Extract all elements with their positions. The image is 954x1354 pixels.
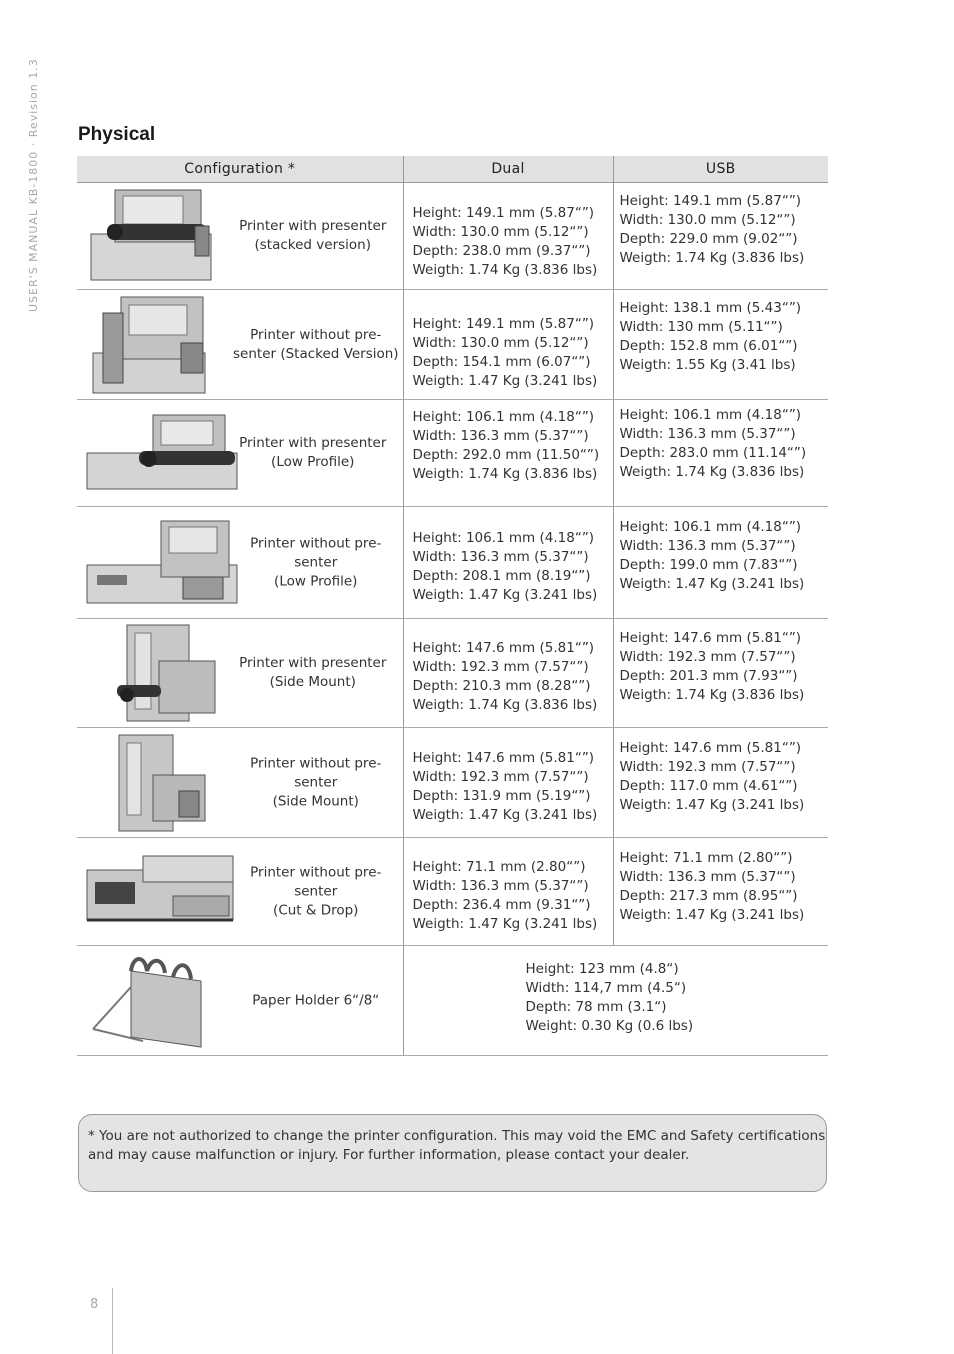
spec-width: Width: 192.3 mm (7.57“”) — [412, 768, 589, 785]
table-row — [77, 183, 828, 290]
manual-revision-label: USER'S MANUAL KB-1800 · Revision 1.3 — [27, 58, 40, 312]
config-label-line: Printer without pre- — [250, 864, 382, 880]
dual-spec-cell — [403, 728, 613, 838]
table-row — [77, 946, 828, 1056]
config-cell — [77, 838, 403, 946]
spec-width: Width: 136.3 mm (5.37“”) — [412, 548, 589, 565]
page-number: 8 — [90, 1297, 99, 1312]
physical-spec-table — [77, 156, 828, 1056]
spec-depth: Depth: 117.0 mm (4.61“”) — [619, 777, 798, 794]
section-title: Physical — [78, 124, 156, 145]
table-row — [77, 728, 828, 838]
dual-spec-cell — [403, 183, 613, 290]
spec-width: Width: 130 mm (5.11“”) — [619, 318, 783, 335]
spec-weight: Weigth: 1.47 Kg (3.241 lbs) — [412, 586, 598, 603]
printer-low-profile-image — [83, 517, 239, 609]
printer-side-mount-image — [83, 731, 223, 835]
spec-height: Height: 138.1 mm (5.43“”) — [619, 299, 802, 316]
spec-depth: Depth: 199.0 mm (7.83“”) — [619, 556, 798, 573]
spec-weight: Weigth: 1.55 Kg (3.41 lbs) — [619, 356, 796, 373]
spec-depth: Depth: 283.0 mm (11.14“”) — [619, 445, 807, 461]
spec-height: Height: 71.1 mm (2.80“”) — [412, 858, 586, 875]
printer-cut-drop-image — [83, 852, 239, 932]
spec-weight: Weigth: 1.74 Kg (3.836 lbs) — [619, 687, 805, 703]
paper-holder-image — [83, 951, 223, 1051]
spec-weight: Weigth: 1.74 Kg (3.836 lbs) — [412, 697, 598, 713]
config-label-line: (stacked version) — [254, 237, 371, 253]
spec-height: Height: 147.6 mm (5.81“”) — [412, 640, 595, 656]
spec-weight: Weigth: 1.47 Kg (3.241 lbs) — [619, 796, 805, 813]
spec-depth: Depth: 201.3 mm (7.93“”) — [619, 668, 798, 684]
config-label-line: (Side Mount) — [269, 674, 356, 690]
spec-width: Width: 114,7 mm (4.5“) — [525, 979, 687, 996]
printer-stacked-presenter-image — [83, 186, 223, 286]
note-line: and may cause malfunction or injury. For further information, please contact your dealer. — [88, 1147, 690, 1163]
spec-width: Width: 136.3 mm (5.37“”) — [619, 537, 796, 554]
paper-holder-spec-cell — [403, 946, 828, 1056]
spec-weight: Weigth: 1.74 Kg (3.836 lbs) — [412, 466, 598, 482]
spec-depth: Depth: 78 mm (3.1“) — [525, 998, 667, 1015]
table-row — [77, 838, 828, 946]
config-label-line: Printer without pre- — [250, 326, 382, 343]
config-label-line: Printer without pre- — [250, 535, 382, 551]
spec-depth: Depth: 217.3 mm (8.95“”) — [619, 887, 798, 904]
dual-spec-cell — [403, 507, 613, 619]
spec-weight: Weigth: 1.47 Kg (3.241 lbs) — [412, 372, 598, 389]
usb-spec-cell — [613, 183, 828, 290]
spec-width: Width: 192.3 mm (7.57“”) — [412, 659, 589, 675]
spec-weight: Weigth: 1.47 Kg (3.241 lbs) — [412, 915, 598, 932]
spec-weight: Weigth: 1.74 Kg (3.836 lbs) — [619, 464, 805, 480]
config-cell — [77, 183, 403, 290]
spec-weight: Weigth: 1.47 Kg (3.241 lbs) — [619, 575, 805, 592]
spec-height: Height: 106.1 mm (4.18“”) — [619, 407, 802, 423]
spec-weight: Weight: 0.30 Kg (0.6 lbs) — [525, 1017, 694, 1034]
config-label-line: Printer without pre- — [250, 755, 382, 771]
usb-spec-cell — [613, 290, 828, 400]
config-label-line: (Low Profile) — [274, 573, 358, 589]
config-cell — [77, 290, 403, 400]
spec-depth: Depth: 238.0 mm (9.37“”) — [412, 243, 591, 259]
spec-width: Width: 136.3 mm (5.37“”) — [412, 428, 589, 444]
config-label-line: Printer with presenter — [239, 218, 387, 234]
spec-depth: Depth: 236.4 mm (9.31“”) — [412, 896, 591, 913]
config-label-line: Printer with presenter — [239, 655, 387, 671]
spec-height: Height: 149.1 mm (5.87“”) — [412, 205, 595, 221]
spec-depth: Depth: 131.9 mm (5.19“”) — [412, 787, 591, 804]
page-number-divider — [112, 1288, 113, 1354]
spec-width: Width: 136.3 mm (5.37“”) — [619, 868, 796, 885]
config-label-line: (Cut & Drop) — [273, 902, 359, 918]
configuration-warning-note — [78, 1114, 827, 1192]
printer-stacked-image — [83, 293, 223, 397]
header-dual: Dual — [403, 156, 613, 183]
table-row — [77, 290, 828, 400]
spec-width: Width: 136.3 mm (5.37“”) — [619, 426, 796, 442]
spec-weight: Weigth: 1.47 Kg (3.241 lbs) — [412, 806, 598, 823]
spec-height: Height: 106.1 mm (4.18“”) — [619, 518, 802, 535]
config-cell — [77, 507, 403, 619]
spec-height: Height: 106.1 mm (4.18“”) — [412, 409, 595, 425]
printer-side-mount-presenter-image — [83, 621, 223, 725]
table-row — [77, 400, 828, 507]
spec-height: Height: 106.1 mm (4.18“”) — [412, 529, 595, 546]
config-cell — [77, 400, 403, 507]
usb-spec-cell — [613, 400, 828, 507]
spec-height: Height: 123 mm (4.8“) — [525, 960, 679, 977]
config-label-line: (Low Profile) — [271, 454, 355, 470]
spec-depth: Depth: 292.0 mm (11.50“”) — [412, 447, 600, 463]
spec-weight: Weigth: 1.74 Kg (3.836 lbs) — [619, 250, 805, 266]
dual-spec-cell — [403, 619, 613, 728]
dual-spec-cell — [403, 400, 613, 507]
spec-depth: Depth: 154.1 mm (6.07“”) — [412, 353, 591, 370]
spec-height: Height: 147.6 mm (5.81“”) — [412, 749, 595, 766]
spec-depth: Depth: 152.8 mm (6.01“”) — [619, 337, 798, 354]
table-row — [77, 619, 828, 728]
spec-width: Width: 130.0 mm (5.12“”) — [412, 334, 589, 351]
spec-depth: Depth: 229.0 mm (9.02“”) — [619, 231, 798, 247]
printer-low-profile-presenter-image — [83, 409, 239, 497]
spec-width: Width: 130.0 mm (5.12“”) — [619, 212, 796, 228]
spec-weight: Weigth: 1.74 Kg (3.836 lbs) — [412, 262, 598, 278]
spec-width: Width: 192.3 mm (7.57“”) — [619, 758, 796, 775]
table-header-row — [77, 156, 828, 183]
config-cell — [77, 946, 403, 1056]
note-line: * You are not authorized to change the printer configuration. This may void the EMC and Safety certifications — [88, 1128, 826, 1144]
spec-height: Height: 147.6 mm (5.81“”) — [619, 630, 802, 646]
usb-spec-cell — [613, 507, 828, 619]
config-label-line: senter — [294, 883, 338, 899]
spec-weight: Weigth: 1.47 Kg (3.241 lbs) — [619, 906, 805, 923]
dual-spec-cell — [403, 838, 613, 946]
config-label-line: senter (Stacked Version) — [233, 345, 399, 362]
spec-width: Width: 192.3 mm (7.57“”) — [619, 649, 796, 665]
config-label-line: Paper Holder 6“/8“ — [252, 992, 380, 1008]
dual-spec-cell — [403, 290, 613, 400]
config-label-line: senter — [294, 774, 338, 790]
usb-spec-cell — [613, 838, 828, 946]
spec-height: Height: 149.1 mm (5.87“”) — [412, 315, 595, 332]
spec-height: Height: 71.1 mm (2.80“”) — [619, 849, 793, 866]
header-configuration: Configuration * — [77, 156, 403, 183]
usb-spec-cell — [613, 728, 828, 838]
config-label-line: Printer with presenter — [239, 435, 387, 451]
spec-width: Width: 130.0 mm (5.12“”) — [412, 224, 589, 240]
spec-height: Height: 147.6 mm (5.81“”) — [619, 739, 802, 756]
config-cell — [77, 619, 403, 728]
spec-height: Height: 149.1 mm (5.87“”) — [619, 193, 802, 209]
config-label-line: senter — [294, 554, 338, 570]
spec-depth: Depth: 208.1 mm (8.19“”) — [412, 567, 591, 584]
header-usb: USB — [613, 156, 828, 183]
usb-spec-cell — [613, 619, 828, 728]
config-cell — [77, 728, 403, 838]
spec-depth: Depth: 210.3 mm (8.28“”) — [412, 678, 591, 694]
config-label-line: (Side Mount) — [272, 793, 359, 809]
table-row — [77, 507, 828, 619]
spec-width: Width: 136.3 mm (5.37“”) — [412, 877, 589, 894]
